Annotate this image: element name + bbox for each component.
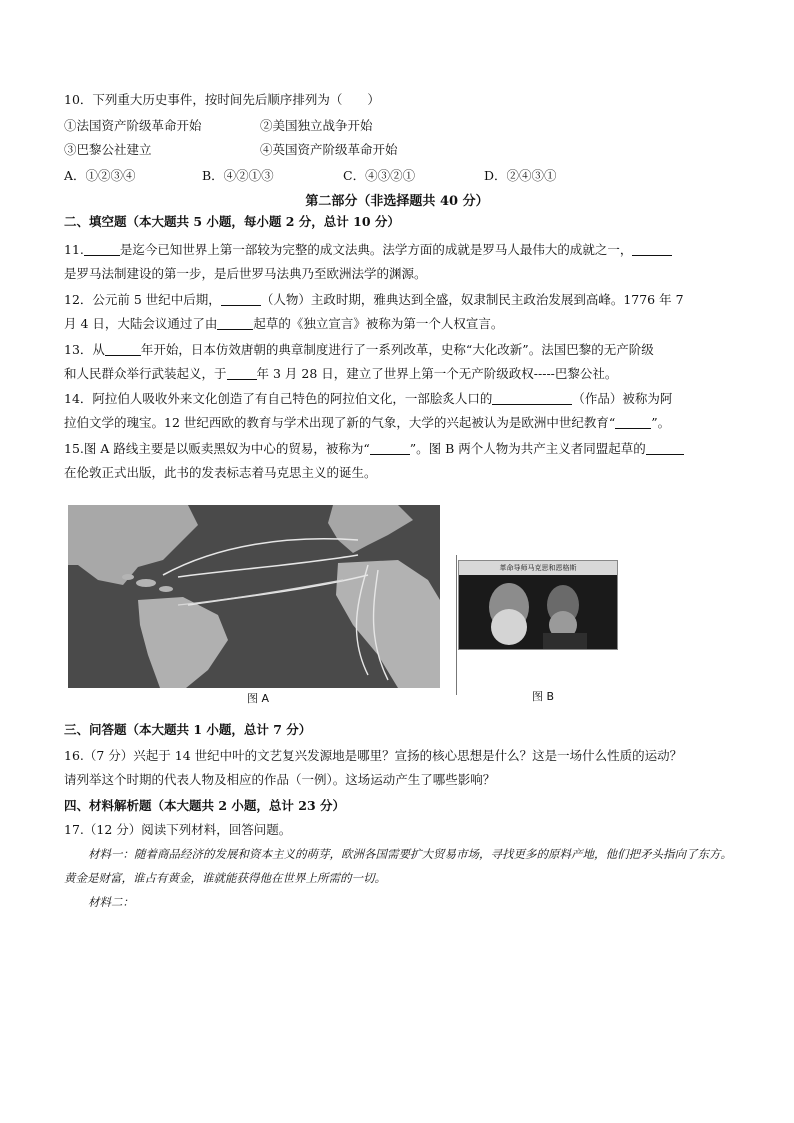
section4-title: 四、材料解析题（本大题共 2 小题，总计 23 分）: [64, 798, 346, 813]
q12-text-4: 起草的《独立宣言》被称为第一个人权宣言。: [253, 316, 504, 331]
q11-number: 11.: [64, 242, 84, 257]
q11-text-1: 是迄今已知世界上第一部较为完整的成文法典。法学方面的成就是罗马人最伟大的成就之一，: [119, 242, 633, 257]
q13-blank-1[interactable]: [105, 343, 141, 356]
q10-option-c: C．④③②①: [343, 168, 416, 183]
figure-b-portrait-photo: [458, 560, 618, 650]
q10-item-2: ②美国独立战争开始: [260, 118, 373, 133]
material-2-label: 材料二：: [88, 895, 134, 909]
q16-line2: 请列举这个时期的代表人物及相应的作品（一例）。这场运动产生了哪些影响？: [64, 772, 496, 787]
part2-title: 第二部分（非选择题共 40 分）: [305, 194, 489, 209]
q15-text-2: ”。图 B 两个人物为共产主义者同盟起草的: [409, 441, 646, 456]
q14-text-1: 14．阿拉伯人吸收外来文化创造了有自己特色的阿拉伯文化，一部脍炙人口的: [64, 391, 493, 406]
q15-line2: 在伦敦正式出版，此书的发表标志着马克思主义的诞生。: [64, 465, 377, 480]
q11-line1: [64, 242, 672, 258]
q12-blank-2[interactable]: [217, 317, 253, 330]
figure-b-caption: 图 B: [532, 690, 555, 703]
q12-text-3: 月 4 日，大陆会议通过了由: [64, 316, 218, 331]
section2-title: 二、填空题（本大题共 5 小题，每小题 2 分，总计 10 分）: [64, 214, 400, 229]
q12-text-2: （人物）主政时期，雅典达到全盛，奴隶制民主政治发展到高峰。1776 年 7: [260, 292, 684, 307]
q11-blank-2[interactable]: [632, 243, 672, 256]
q12-line2: [64, 316, 503, 332]
section3-title: 三、问答题（本大题共 1 小题，总计 7 分）: [64, 722, 312, 737]
q14-text-4: ”。: [651, 415, 671, 430]
q13-text-1: 13．从: [64, 342, 105, 357]
q15-line1: [64, 441, 684, 457]
map-graphic: [68, 505, 440, 688]
figure-b-banner: 革命导师马克思和恩格斯: [459, 561, 617, 575]
q13-text-2: 年开始，日本仿效唐朝的典章制度进行了一系列改革，史称“大化改新”。法国巴黎的无产阶级: [140, 342, 654, 357]
q14-line1: [64, 391, 672, 407]
q15-text-1: 15.图 A 路线主要是以贩卖黑奴为中心的贸易，被称为“: [64, 441, 370, 456]
q14-line2: [64, 415, 670, 431]
q10-option-b: B．④②①③: [202, 168, 274, 183]
q17-stem: 17.（12 分）阅读下列材料，回答问题。: [64, 822, 292, 837]
q12-blank-1[interactable]: [221, 293, 261, 306]
q12-text-1: 12．公元前 5 世纪中后期，: [64, 292, 221, 307]
q14-text-3: 拉伯文学的瑰宝。12 世纪西欧的教育与学术出现了新的气象，大学的兴起被认为是欧洲中世纪教育“: [64, 415, 616, 430]
q11-blank-1[interactable]: [84, 243, 120, 256]
q10-stem: 10．下列重大历史事件，按时间先后顺序排列为（ ）: [64, 92, 380, 107]
q11-line2: 是罗马法制建设的第一步，是后世罗马法典乃至欧洲法学的渊源。: [64, 266, 427, 281]
q13-blank-2[interactable]: [227, 367, 257, 380]
q13-text-3: 和人民群众举行武装起义，于: [64, 366, 227, 381]
q14-blank-2[interactable]: [615, 416, 651, 429]
q10-item-1: ①法国资产阶级革命开始: [64, 118, 202, 133]
q14-text-2: （作品）被称为阿: [572, 391, 673, 406]
q16-line1: 16.（7 分）兴起于 14 世纪中叶的文艺复兴发源地是哪里？宣扬的核心思想是什么？这是一场什么性质的运动？: [64, 748, 683, 763]
q13-line1: [64, 342, 654, 358]
q10-option-a: A．①②③④: [64, 168, 136, 183]
q13-text-4: 年 3 月 28 日，建立了世界上第一个无产阶级政权-----巴黎公社。: [256, 366, 618, 381]
q10-option-d: D．②④③①: [484, 168, 557, 183]
portrait-graphic: [459, 575, 617, 649]
q10-item-3: ③巴黎公社建立: [64, 142, 152, 157]
q14-blank-1[interactable]: [492, 392, 572, 405]
q15-blank-2[interactable]: [646, 442, 684, 455]
figure-a-triangular-trade-map: [68, 505, 440, 688]
figure-a-caption: 图 A: [247, 692, 270, 705]
material-1: 材料一：随着商品经济的发展和资本主义的萌芽，欧洲各国需要扩大贸易市场，寻找更多的原料产地，他们把矛头指向了东方。黄金是财富，谁占有黄金，谁就能获得他在世界上所需的一切。: [64, 847, 732, 885]
q13-line2: [64, 366, 617, 382]
q15-blank-1[interactable]: [370, 442, 410, 455]
figure-divider: [456, 555, 457, 695]
q12-line1: [64, 292, 684, 308]
q10-item-4: ④英国资产阶级革命开始: [260, 142, 398, 157]
